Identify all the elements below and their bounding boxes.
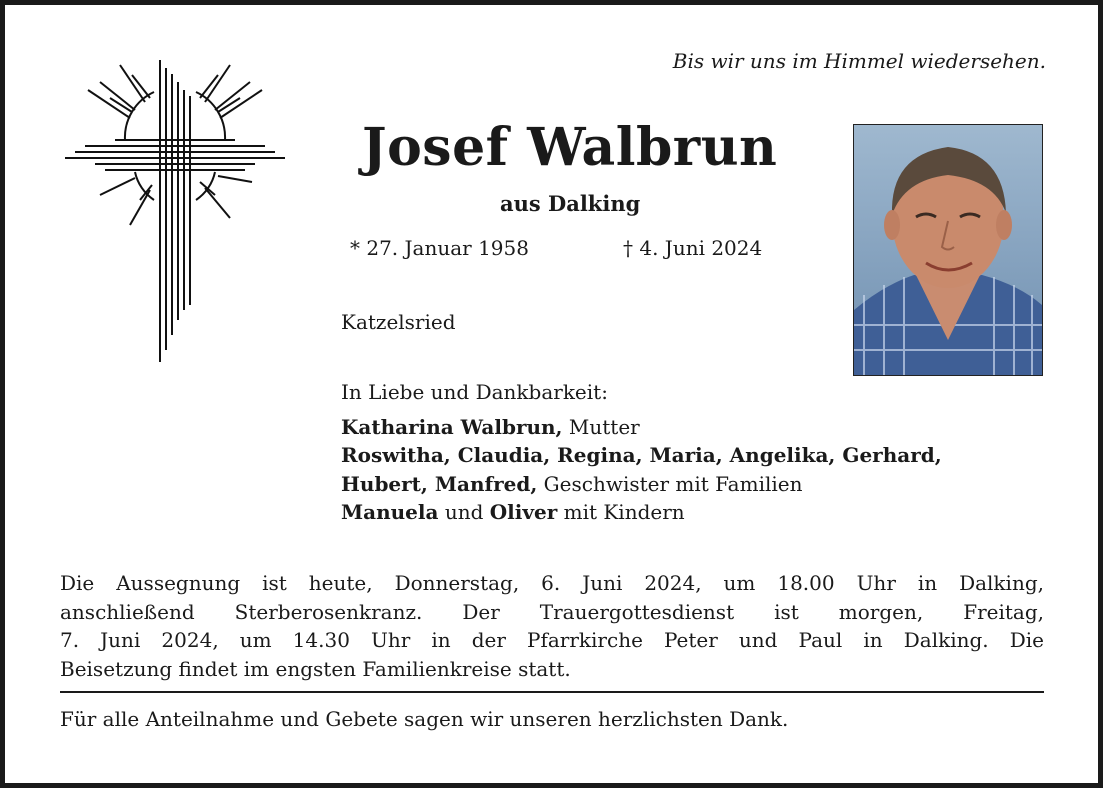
family-line-siblings-1	[341, 441, 942, 470]
children-conjunction: und	[438, 500, 490, 524]
children-relation: mit Kindern	[557, 500, 685, 524]
child-name-1: Manuela	[341, 500, 439, 524]
death-date: † 4. Juni 2024	[623, 236, 763, 260]
family-line-siblings-2	[341, 470, 942, 499]
divider	[60, 691, 1044, 693]
announcement-row: Beisetzung findet im engsten Familienkreise statt.	[60, 656, 571, 681]
birth-date: * 27. Januar 1958	[350, 236, 529, 260]
announcement-row: Die Aussegnung ist heute, Donnerstag, 6. Juni 2024, um 18.00 Uhr in Dalking,	[60, 571, 1044, 595]
siblings-names-1: Roswitha, Claudia, Regina, Maria, Angelika, Gerhard,	[341, 443, 942, 467]
family-section	[341, 378, 942, 527]
deceased-origin: aus Dalking	[500, 191, 641, 216]
funeral-announcement	[60, 569, 1044, 683]
child-name-2: Oliver	[489, 500, 558, 524]
deceased-name: Josef Walbrun	[362, 117, 778, 178]
family-line-mother	[341, 413, 942, 442]
thanks-line: Für alle Anteilnahme und Gebete sagen wir unseren herzlichsten Dank.	[60, 707, 789, 731]
mother-relation: Mutter	[562, 414, 640, 439]
siblings-relation: Geschwister mit Familien	[537, 471, 803, 496]
announcement-row: anschließend Sterberosenkranz. Der Trauergottesdienst ist morgen, Freitag,	[60, 599, 1044, 624]
siblings-names-2: Hubert, Manfred,	[341, 471, 538, 496]
cross-with-sunrays-icon	[60, 50, 290, 365]
residence: Katzelsried	[341, 310, 456, 334]
portrait-photo	[853, 124, 1043, 376]
announcement-row: 7. Juni 2024, um 14.30 Uhr in der Pfarrkirche Peter und Paul in Dalking. Die	[60, 628, 1044, 652]
family-intro: In Liebe und Dankbarkeit:	[341, 380, 608, 404]
family-line-children	[341, 498, 942, 527]
mother-name: Katharina Walbrun,	[341, 414, 563, 439]
motto: Bis wir uns im Himmel wiedersehen.	[672, 49, 1046, 73]
